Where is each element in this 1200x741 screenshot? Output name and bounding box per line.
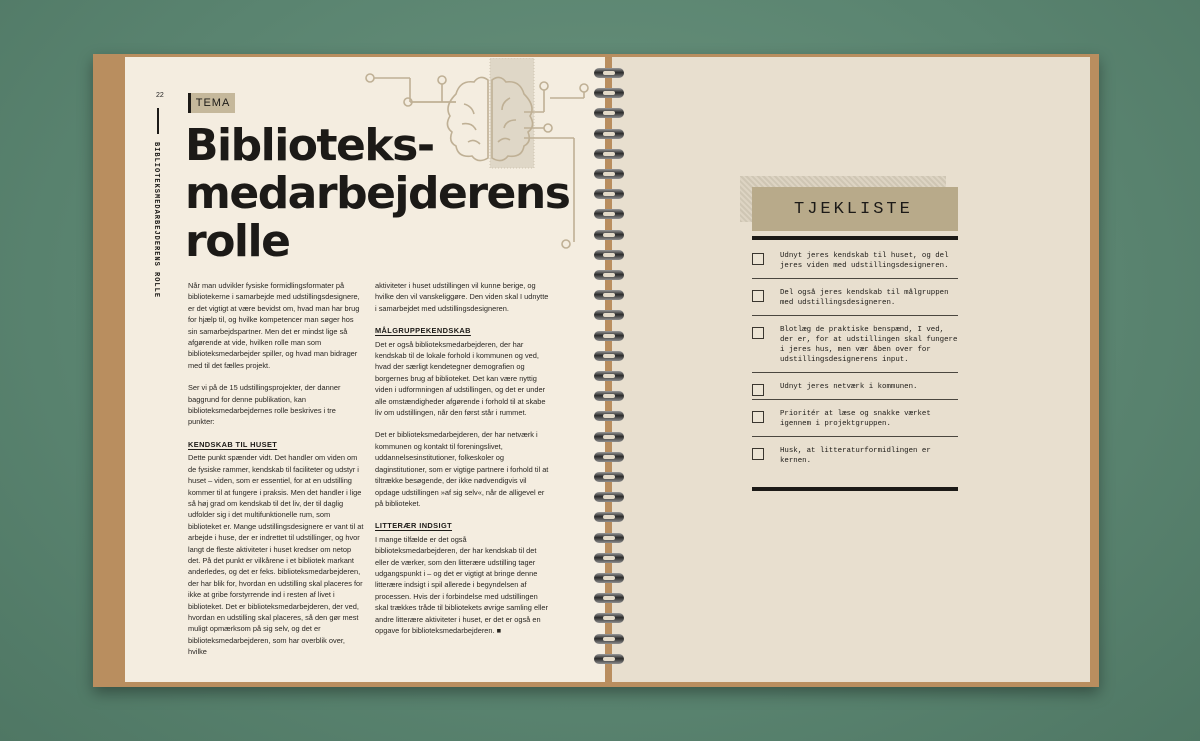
spiral-ring: [594, 613, 624, 623]
spiral-ring: [594, 149, 624, 159]
spiral-ring: [594, 533, 624, 543]
checklist-item: [752, 279, 958, 316]
section-heading: MÅLGRUPPEKENDSKAB: [375, 326, 471, 336]
checklist-title: TJEKLISTE: [752, 187, 958, 231]
checklist-item-text: Del også jeres kendskab til målgruppen med udstillingsdesigneren.: [780, 289, 949, 307]
spiral-ring: [594, 654, 624, 664]
paragraph: Når man udvikler fysiske formidlingsformater på bibliotekerne i samarbejde med udstillingsdesignere, er det vigtigt at være bevidst om, hvad man har brug for hjælp til, og hvilke kompetencer man søger hos sin samarbejdspartner. Men det er mindst lige så afgørende at vide, hvilken rolle man som biblioteksmedarbejder spiller, og hvad man bidrager med til det fælles projekt.: [188, 281, 360, 370]
text-column-2: [375, 280, 551, 647]
spiral-ring: [594, 411, 624, 421]
theme-tag: TEMA: [188, 93, 235, 113]
running-title: BIBLIOTEKSMEDARBEJDERENS ROLLE: [152, 142, 160, 299]
checkbox[interactable]: [752, 290, 764, 302]
paragraph: Det er også biblioteksmedarbejderen, der har kendskab til de lokale forhold i kommunen og ved, hvad der særligt kendetegner demografien og borgernes brug af biblioteket. Det kan være nyttig viden i udformningen af udstillingen, og det er under alle omstændigheder afgørende i forhold til at skabe liv om udstillingen, når den først står i rummet.: [375, 339, 546, 418]
checkbox[interactable]: [752, 253, 764, 265]
checklist-item-text: Udnyt jeres netværk i kommunen.: [780, 383, 918, 391]
spiral-ring: [594, 108, 624, 118]
spiral-ring: [594, 371, 624, 381]
spiral-ring: [594, 290, 624, 300]
spiral-binding: [594, 68, 626, 678]
checklist-item: [752, 316, 958, 373]
checklist-item: [752, 437, 958, 473]
spiral-ring: [594, 452, 624, 462]
spiral-ring: [594, 189, 624, 199]
checkbox[interactable]: [752, 448, 764, 460]
spiral-ring: [594, 331, 624, 341]
spiral-ring: [594, 512, 624, 522]
checklist-item: [752, 373, 958, 400]
spiral-ring: [594, 68, 624, 78]
spiral-ring: [594, 593, 624, 603]
checklist-item-text: Husk, at litteraturformidlingen er kernen.: [780, 447, 931, 465]
spiral-ring: [594, 209, 624, 219]
text-column-1: [188, 280, 364, 669]
spiral-ring: [594, 310, 624, 320]
spiral-ring: [594, 351, 624, 361]
spiral-ring: [594, 553, 624, 563]
paragraph: Det er biblioteksmedarbejderen, der har netværk i kommunen og kontakt til foreningslivet, uddannelsesinstitutioner, folkeskoler og daginstitutioner, som er vigtige partnere i forhold til at tiltrække besøgende, der ikke nødvendigvis vil opdage udstillingen »af sig selv«, når de alligevel er på biblioteket.: [375, 430, 549, 508]
spiral-ring: [594, 573, 624, 583]
running-title-rule: [157, 108, 159, 134]
checklist-top-rule: [752, 236, 958, 240]
spiral-ring: [594, 492, 624, 502]
paragraph: Dette punkt spænder vidt. Det handler om viden om de fysiske rammer, kendskab til faciliteter og udstyr i huset – viden, som er essentiel, for at en udstilling kommer til at fungere i praksis. Men det handler i lige så høj grad om kendskab til det liv, der til daglig udfolder sig i det multifunktionelle rum, som biblioteket er. Mange udstillingsdesignere er vant til at arbejde i huse, der er indrettet til udstillinger, og hvor langt de fleste aktiviteter i huset kredser om netop det. På det punkt er vilkårene i et bibliotek markant anderledes, og det er feks. biblioteksmedarbejderen, der har blik for, hvordan en udstilling skal placeres for ikke at gribe forstyrrende ind i resten af livet i biblioteket. Det er biblioteksmedarbejderen, der ved, hvordan en udstilling skal placeres, så den gør mest muligt opmærksom på sig selv, og det er biblioteksmedarbejderen, som har overblik over, hvilke: [188, 453, 364, 657]
checklist: [752, 247, 958, 473]
spiral-ring: [594, 270, 624, 280]
checklist-item: [752, 400, 958, 437]
spiral-ring: [594, 634, 624, 644]
paragraph: aktiviteter i huset udstillingen vil kunne berige, og hvilke den vil vanskeliggøre. Den viden skal I udnytte i samarbejdet med udstillingsdesigneren.: [375, 281, 549, 313]
checklist-item: [752, 247, 958, 279]
checkbox[interactable]: [752, 411, 764, 423]
page-title: [185, 122, 569, 266]
title-line-1: Biblioteks-: [185, 120, 434, 171]
checklist-item-text: Prioritér at læse og snakke værket igennem i projektgruppen.: [780, 410, 931, 428]
checklist-bottom-rule: [752, 487, 958, 491]
spiral-ring: [594, 432, 624, 442]
spiral-ring: [594, 169, 624, 179]
spiral-ring: [594, 129, 624, 139]
section-heading: KENDSKAB TIL HUSET: [188, 439, 278, 449]
title-line-3: rolle: [185, 216, 290, 267]
checklist-item-text: Blotlæg de praktiske benspænd, I ved, der er, for at udstillingen skal fungere i jeres hus, men vær åben over for udstillingsdesignerens input.: [780, 326, 958, 364]
spiral-ring: [594, 391, 624, 401]
spiral-ring: [594, 250, 624, 260]
checkbox[interactable]: [752, 327, 764, 339]
checkbox[interactable]: [752, 384, 764, 396]
checklist-item-text: Udnyt jeres kendskab til huset, og del jeres viden med udstillingsdesigneren.: [780, 252, 949, 270]
paragraph: I mange tilfælde er det også biblioteksmedarbejderen, der har kendskab til det eller de værker, som den litterære udstilling tager udgangspunkt i – og det er vigtigt at bringe denne litterære indsigt i spil allerede i begyndelsen af processen. Hvis der i forbindelse med udstillingen skal trækkes tråde til bibliotekets øvrige samling eller andre litterære aktiviteter i huset, er det er også en opgave for biblioteksmedarbejderen. ■: [375, 534, 548, 635]
spiral-ring: [594, 472, 624, 482]
spiral-ring: [594, 230, 624, 240]
section-heading: LITTERÆR INDSIGT: [375, 521, 453, 531]
spiral-ring: [594, 88, 624, 98]
title-line-2: medarbejderens: [185, 168, 570, 219]
paragraph: Ser vi på de 15 udstillingsprojekter, der danner baggrund for denne publikation, kan biblioteksmedarbejdernes rolle beskrives i tre punkter:: [188, 383, 341, 427]
page-number: 22: [156, 92, 164, 99]
